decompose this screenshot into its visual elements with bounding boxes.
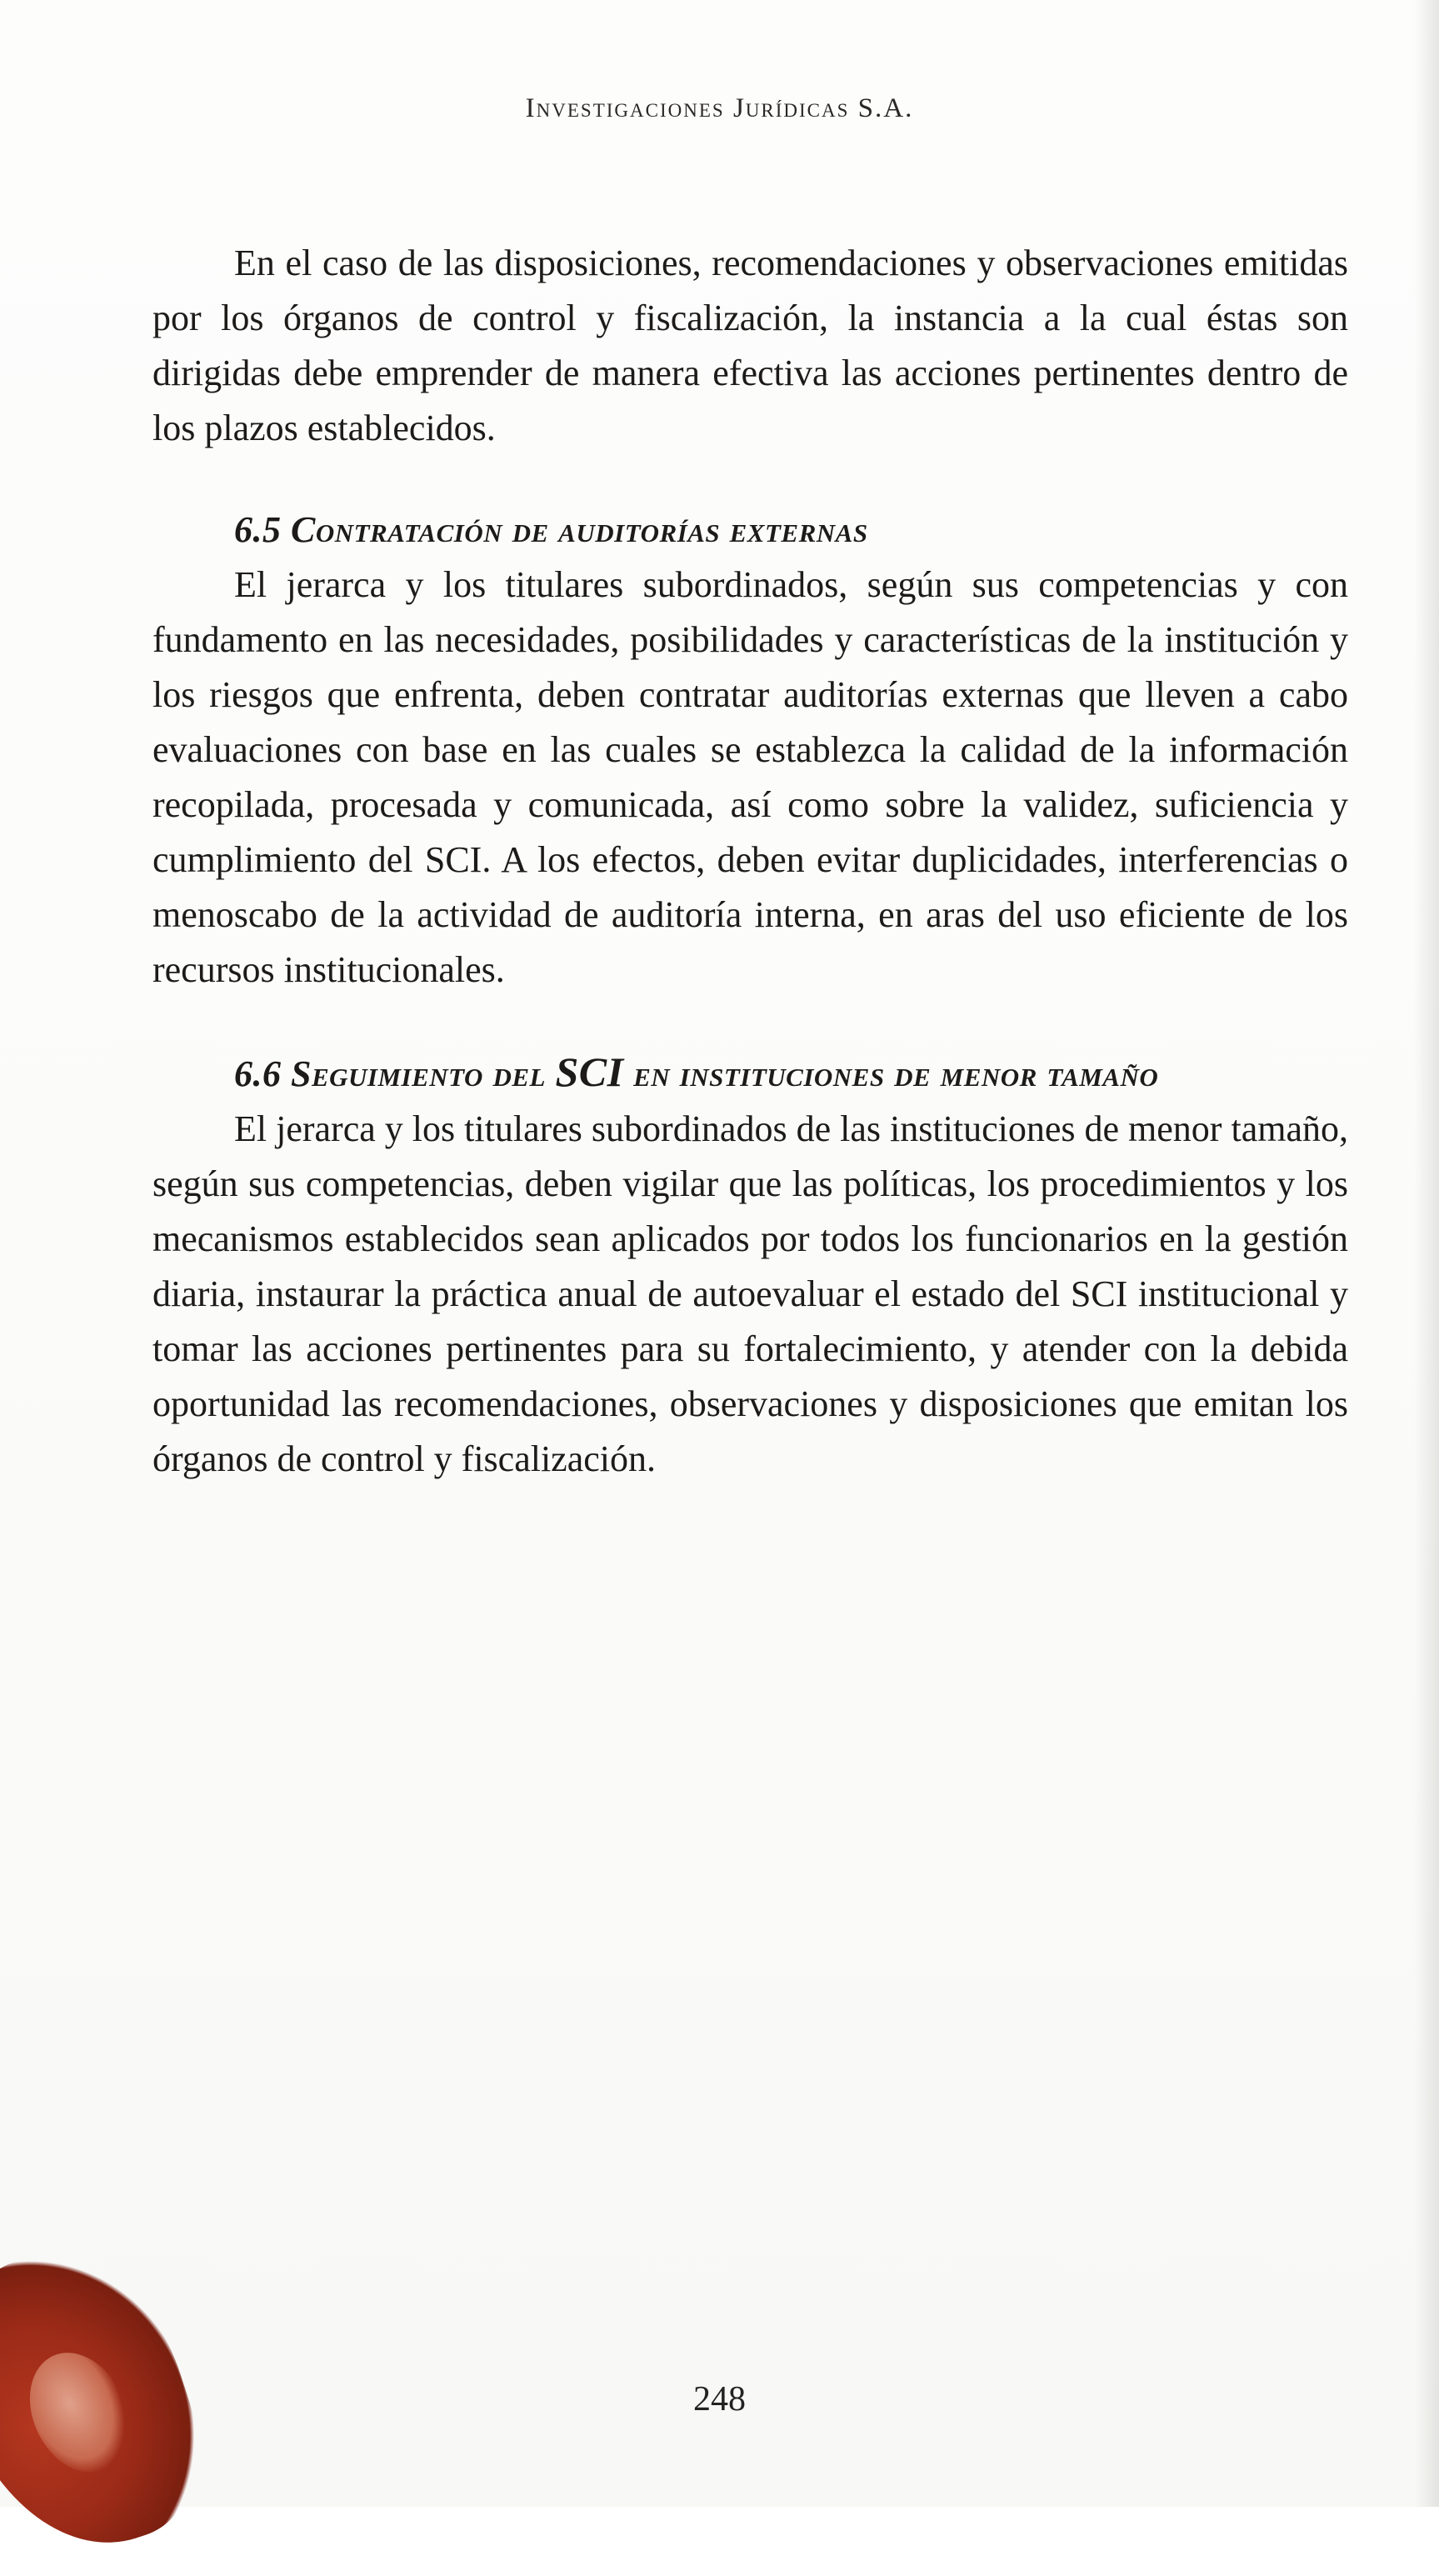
section-6-6-title-acronym: SCI bbox=[555, 1048, 624, 1095]
section-6-6-title-prefix: Seguimiento del bbox=[291, 1053, 546, 1094]
section-6-5-paragraph: El jerarca y los titulares subordinados, según sus competencias y con fundamento en las necesidades, posibilidades y características de la institución y los riesgos que enfrenta, deben contratar auditorías externas que lleven a cabo evaluaciones con base en las cuales se establezca la calidad de la información recopilada, procesada y comunicada, así como sobre la validez, suficiencia y cumplimiento del SCI. A los efectos, deben evitar duplicidades, interferencias o menoscabo de la actividad de auditoría interna, en aras del uso eficiente de los recursos institucionales. bbox=[152, 564, 1348, 990]
page-edge-shadow bbox=[1414, 0, 1439, 2507]
section-6-5-heading bbox=[234, 503, 1348, 558]
section-6-5-title: Contratación de auditorías externas bbox=[291, 509, 868, 550]
intro-paragraph: En el caso de las disposiciones, recomendaciones y observaciones emitidas por los órganos de control y fiscalización, la instancia a la cual éstas son dirigidas debe emprender de manera efectiva las acciones pertinentes dentro de los plazos establecidos. bbox=[152, 243, 1348, 448]
page-body bbox=[152, 236, 1348, 1487]
page-number: 248 bbox=[693, 2380, 746, 2418]
section-6-6-heading bbox=[234, 1044, 1348, 1102]
section-6-6-number: 6.6 bbox=[234, 1053, 282, 1094]
section-6-6-title-suffix: en instituciones de menor tamaño bbox=[633, 1053, 1159, 1094]
running-header: Investigaciones Jurídicas S.A. bbox=[525, 93, 914, 123]
section-6-6-paragraph: El jerarca y los titulares subordinados de las instituciones de menor tamaño, según sus competencias, deben vigilar que las políticas, los procedimientos y los mecanismos establecidos sean aplicados por todos los funcionarios en la gestión diaria, instaurar la práctica anual de autoevaluar el estado del SCI institucional y tomar las acciones pertinentes para su fortalecimiento, y atender con la debida oportunidad las recomendaciones, observaciones y disposiciones que emitan los órganos de control y fiscalización. bbox=[152, 1108, 1348, 1479]
section-6-5-number: 6.5 bbox=[234, 509, 282, 550]
